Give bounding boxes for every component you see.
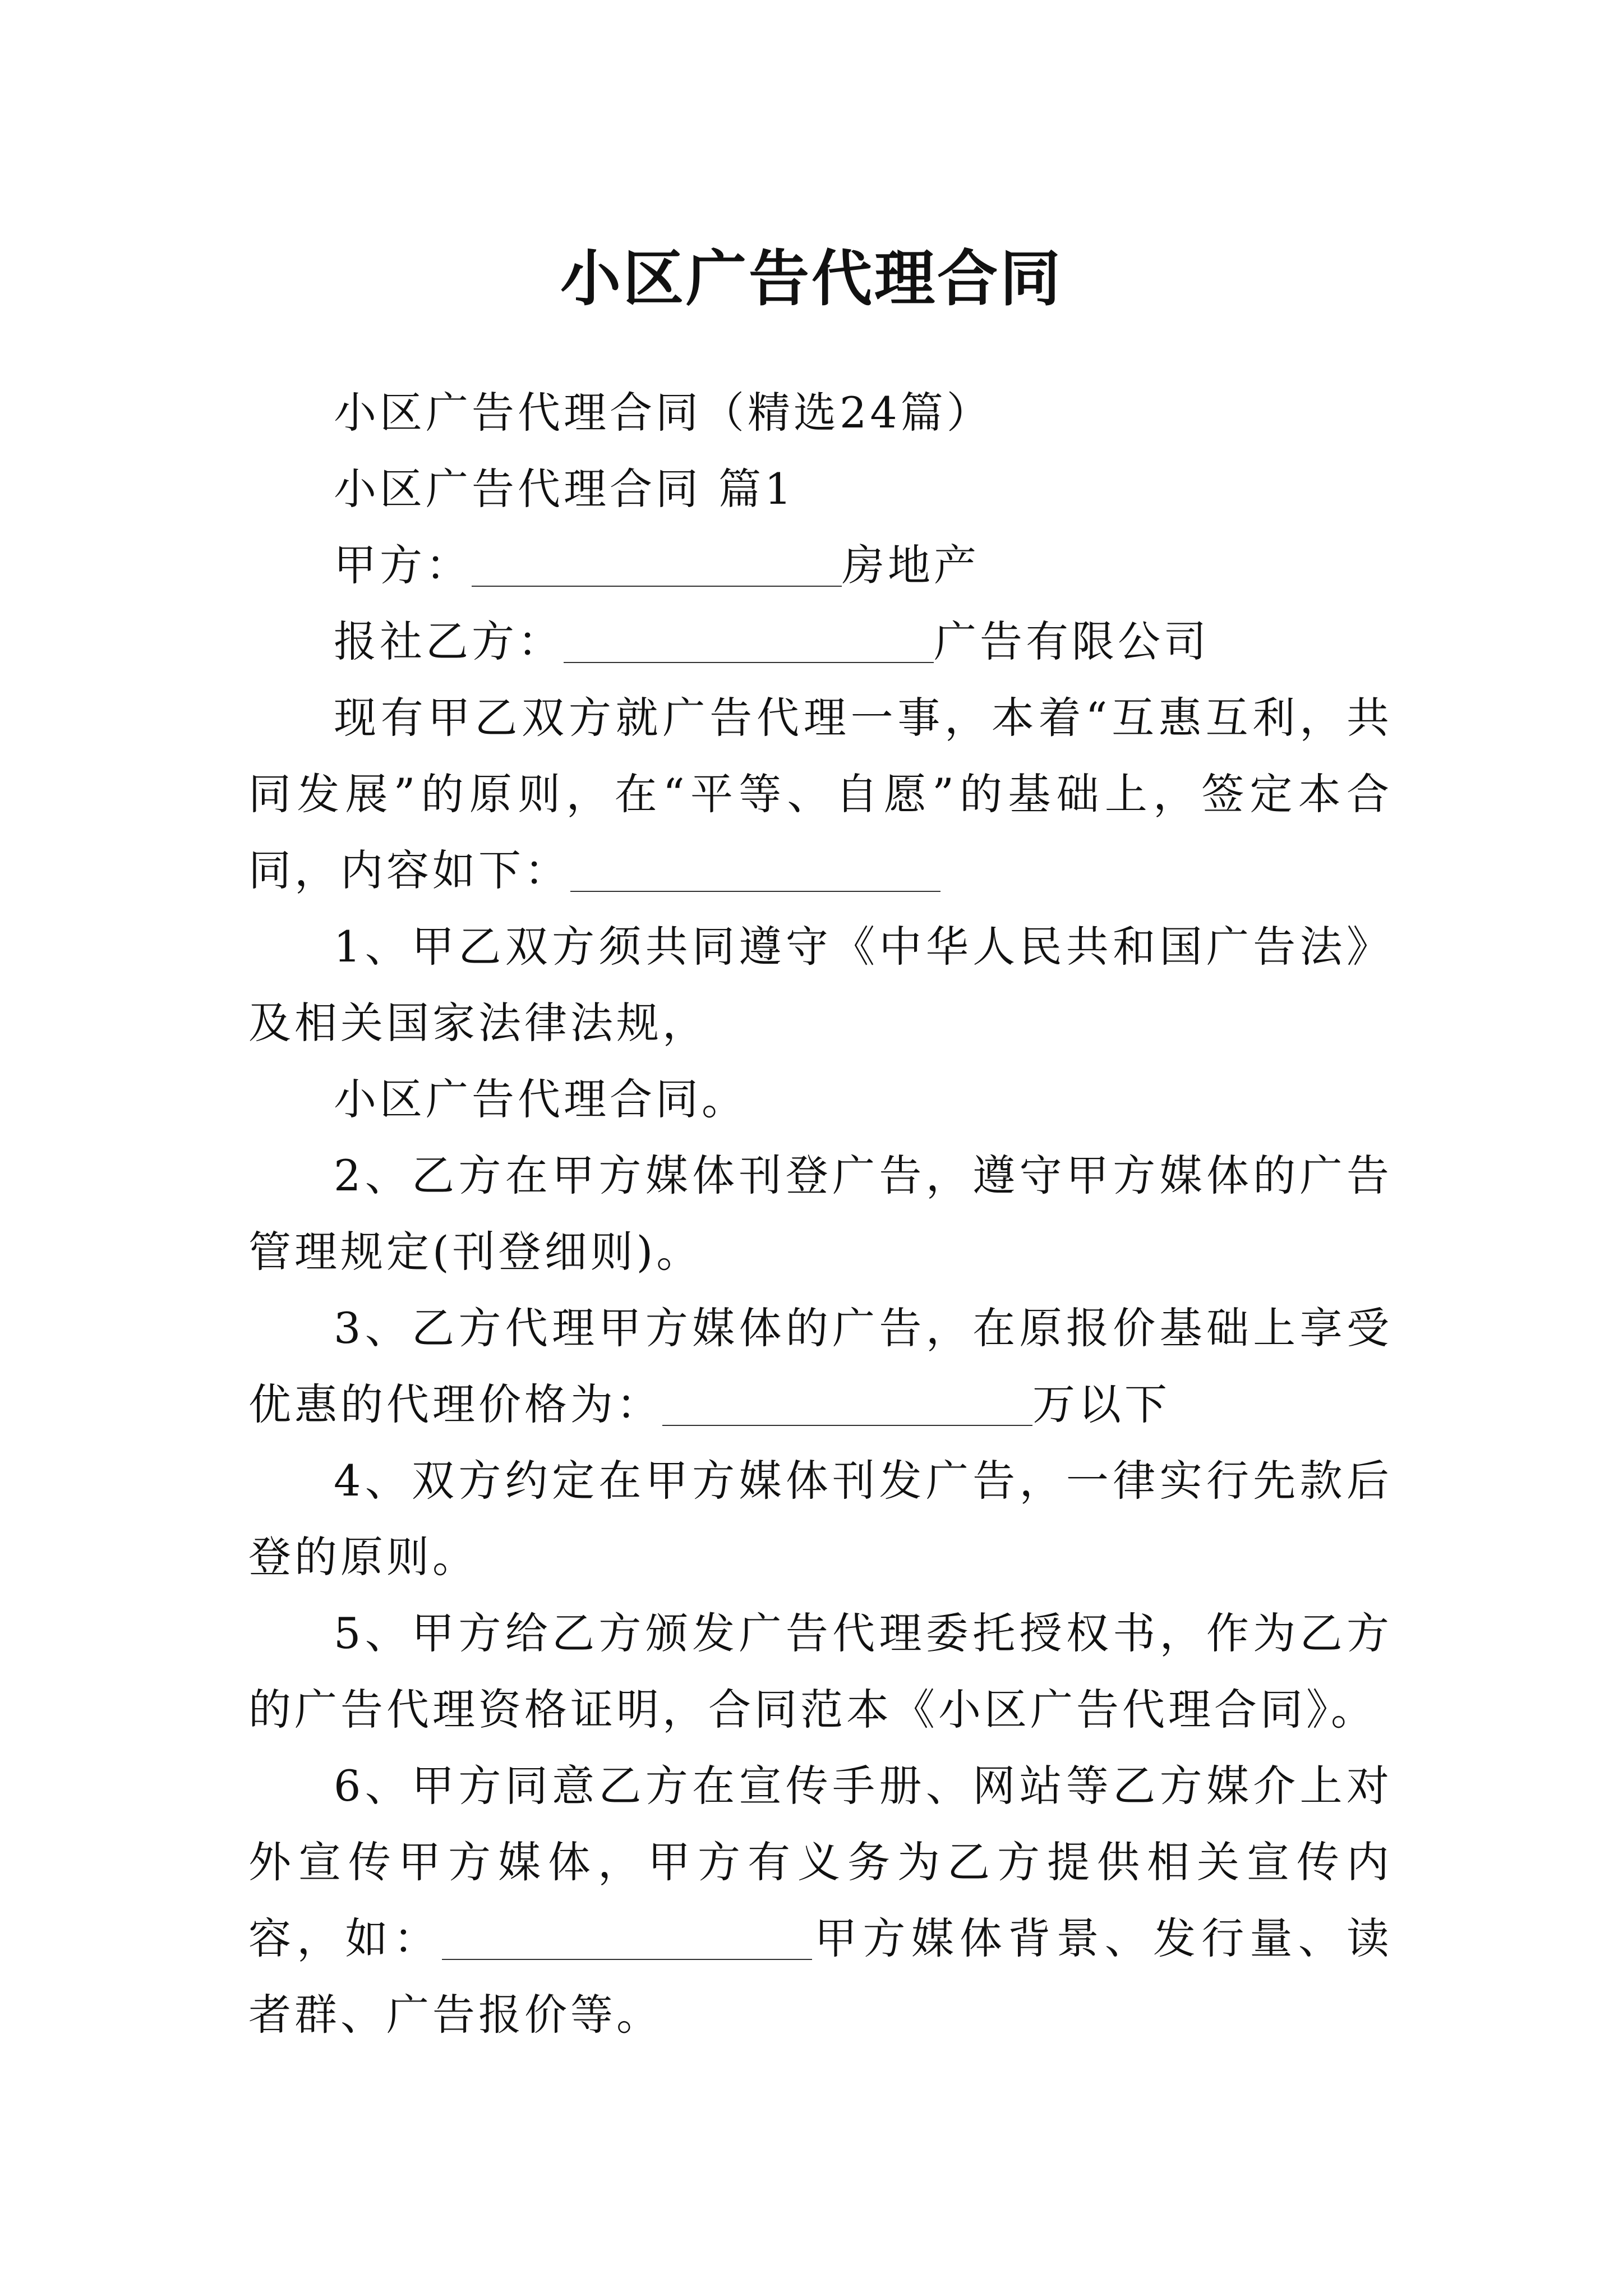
paragraph-party-b — [248, 604, 1393, 680]
preamble-text: 现有甲乙双方就广告代理一事，本着“互惠互利，共同发展”的原则，在“平等、自愿”的基础上，签定本合同，内容如下： — [248, 693, 1393, 895]
party-b-label: 报社乙方： — [334, 616, 564, 666]
paragraph-section-heading: 小区广告代理合同 篇1 — [334, 464, 795, 514]
party-a-label: 甲方： — [334, 540, 472, 590]
clause-6 — [248, 1748, 1393, 2053]
clause-5: 5、甲方给乙方颁发广告代理委托授权书，作为乙方的广告代理资格证明，合同范本《小区广告代理合同》。 — [248, 1608, 1393, 1734]
fill-in-blank — [662, 1380, 1032, 1426]
paragraph-inline-title: 小区广告代理合同。 — [334, 1074, 748, 1124]
clause-3-suffix: 万以下 — [1032, 1379, 1170, 1429]
clause-2: 2、乙方在甲方媒体刊登广告，遵守甲方媒体的广告管理规定(刊登细则)。 — [248, 1151, 1393, 1277]
clause-4: 4、双方约定在甲方媒体刊发广告，一律实行先款后登的原则。 — [248, 1456, 1393, 1582]
paragraph-party-a — [248, 527, 1393, 604]
clause-1: 1、甲乙双方须共同遵守《中华人民共和国广告法》及相关国家法律法规， — [248, 922, 1393, 1048]
clause-6-text: 6、甲方同意乙方在宣传手册、网站等乙方媒介上对外宣传甲方媒体，甲方有义务为乙方提供相关宣传内容，如： — [248, 1761, 1393, 1963]
party-a-suffix: 房地产 — [842, 540, 980, 590]
document-title: 小区广告代理合同 — [560, 243, 1063, 315]
clause-3 — [248, 1290, 1393, 1443]
fill-in-blank — [472, 541, 842, 587]
paragraph-preamble — [248, 680, 1393, 909]
party-b-suffix: 广告有限公司 — [934, 616, 1210, 666]
paragraph-collection-title: 小区广告代理合同（精选24篇） — [334, 388, 993, 438]
fill-in-blank — [442, 1914, 812, 1960]
clause-6-suffix: 甲方媒体背景、发行量、读者群、广告报价等。 — [248, 1913, 1393, 2040]
clause-3-text: 3、乙方代理甲方媒体的广告，在原报价基础上享受优惠的代理价格为： — [248, 1303, 1393, 1429]
fill-in-blank — [570, 846, 940, 892]
document-body — [248, 375, 1393, 2053]
fill-in-blank — [564, 617, 934, 663]
